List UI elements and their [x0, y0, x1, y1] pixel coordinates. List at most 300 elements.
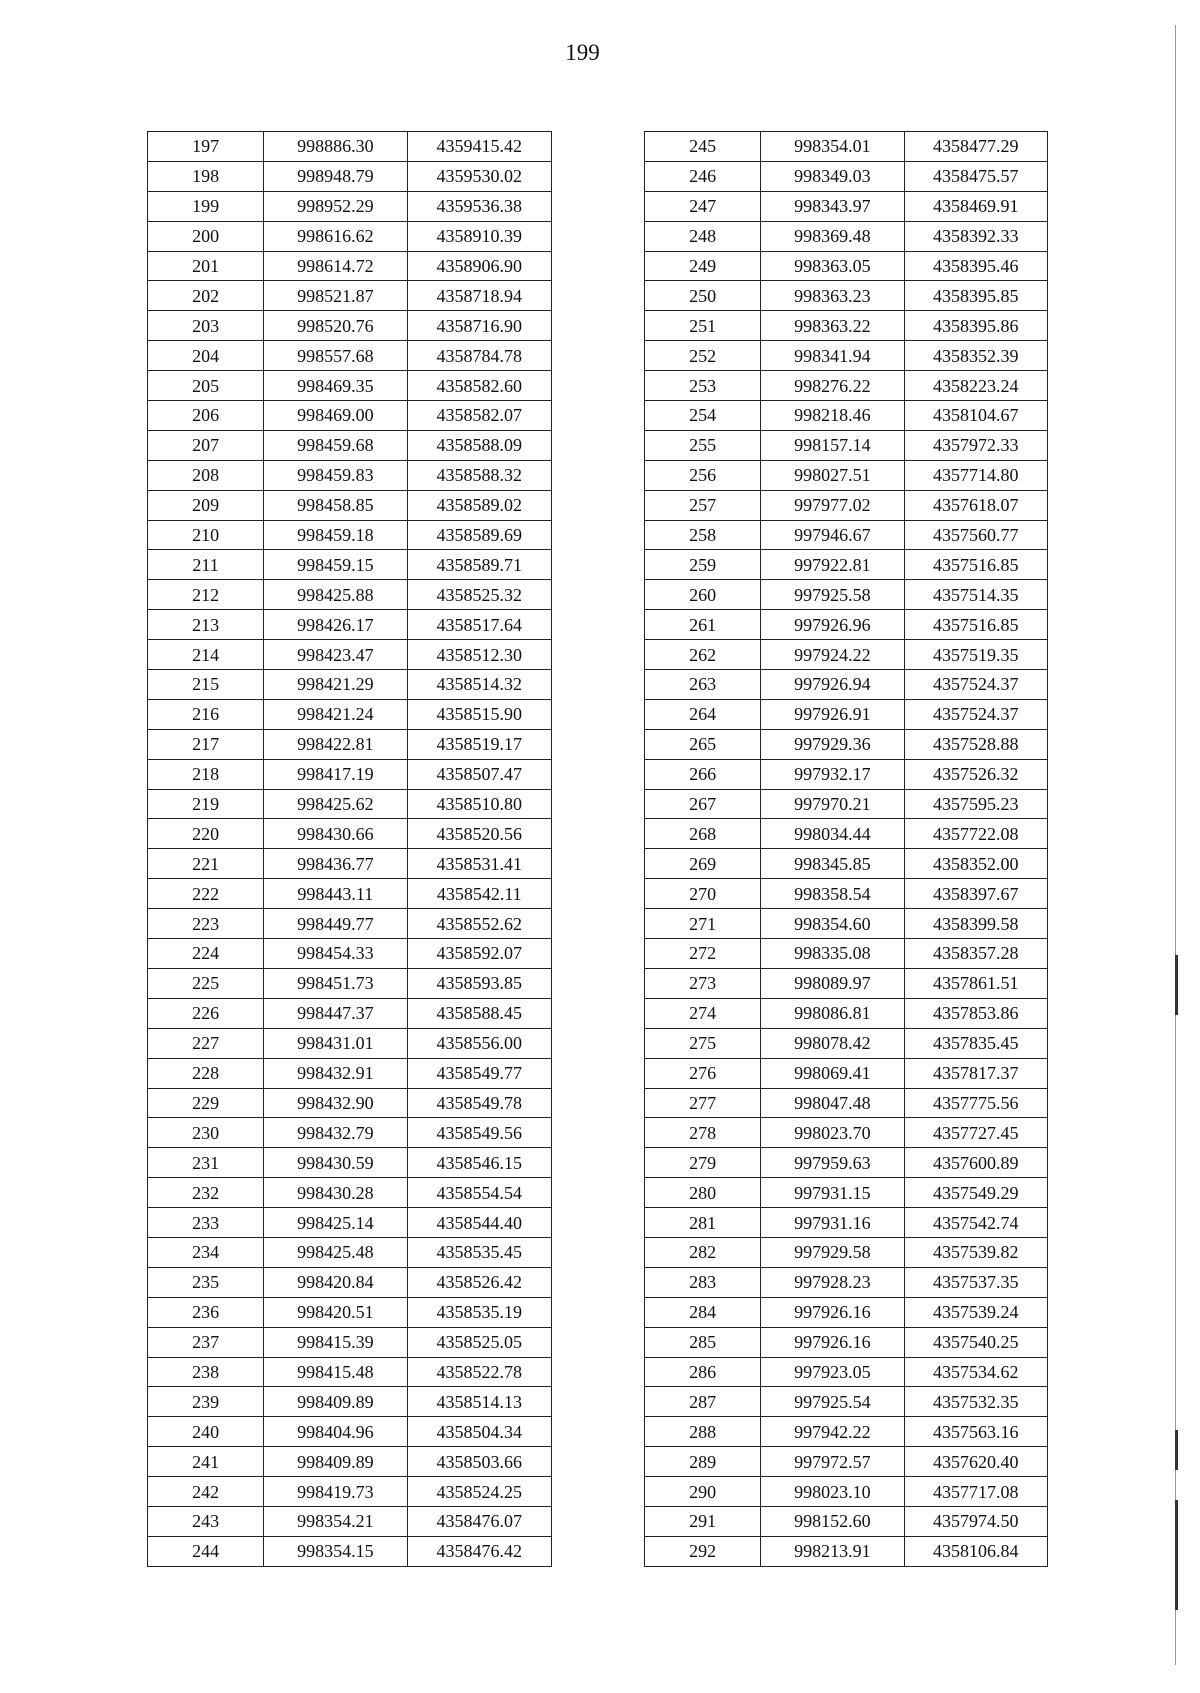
x-coordinate-cell: 998276.22 — [761, 371, 904, 401]
table-row — [148, 1417, 552, 1447]
x-coordinate-cell: 998459.15 — [264, 550, 407, 580]
x-coordinate-cell: 997924.22 — [761, 640, 904, 670]
x-coordinate-cell: 998086.81 — [761, 998, 904, 1028]
y-coordinate-cell: 4357540.25 — [904, 1327, 1047, 1357]
y-coordinate-cell: 4357714.80 — [904, 460, 1047, 490]
point-number-cell: 198 — [148, 161, 264, 191]
y-coordinate-cell: 4357563.16 — [904, 1417, 1047, 1447]
table-row — [645, 879, 1048, 909]
point-number-cell: 290 — [645, 1477, 761, 1507]
point-number-cell: 236 — [148, 1297, 264, 1327]
y-coordinate-cell: 4358582.60 — [407, 371, 551, 401]
y-coordinate-cell: 4357532.35 — [904, 1387, 1047, 1417]
y-coordinate-cell: 4358357.28 — [904, 939, 1047, 969]
point-number-cell: 197 — [148, 132, 264, 162]
y-coordinate-cell: 4357526.32 — [904, 759, 1047, 789]
point-number-cell: 265 — [645, 729, 761, 759]
x-coordinate-cell: 998419.73 — [264, 1477, 407, 1507]
y-coordinate-cell: 4357524.37 — [904, 670, 1047, 700]
point-number-cell: 229 — [148, 1088, 264, 1118]
point-number-cell: 218 — [148, 759, 264, 789]
x-coordinate-cell: 998354.01 — [761, 132, 904, 162]
point-number-cell: 204 — [148, 341, 264, 371]
x-coordinate-cell: 998557.68 — [264, 341, 407, 371]
table-row — [148, 1178, 552, 1208]
x-coordinate-cell: 998425.14 — [264, 1208, 407, 1238]
y-coordinate-cell: 4357861.51 — [904, 968, 1047, 998]
point-number-cell: 245 — [645, 132, 761, 162]
x-coordinate-cell: 997926.91 — [761, 699, 904, 729]
y-coordinate-cell: 4358397.67 — [904, 879, 1047, 909]
y-coordinate-cell: 4358517.64 — [407, 610, 551, 640]
table-row — [645, 1208, 1048, 1238]
table-row — [148, 311, 552, 341]
table-row — [645, 311, 1048, 341]
x-coordinate-cell: 997977.02 — [761, 490, 904, 520]
point-number-cell: 287 — [645, 1387, 761, 1417]
point-number-cell: 266 — [645, 759, 761, 789]
y-coordinate-cell: 4358395.86 — [904, 311, 1047, 341]
point-number-cell: 202 — [148, 281, 264, 311]
table-row — [148, 132, 552, 162]
table-row — [645, 1237, 1048, 1267]
table-row — [645, 161, 1048, 191]
table-row — [148, 1387, 552, 1417]
point-number-cell: 225 — [148, 968, 264, 998]
y-coordinate-cell: 4358395.85 — [904, 281, 1047, 311]
x-coordinate-cell: 998363.05 — [761, 251, 904, 281]
table-row — [148, 1536, 552, 1566]
y-coordinate-cell: 4357717.08 — [904, 1477, 1047, 1507]
x-coordinate-cell: 998023.10 — [761, 1477, 904, 1507]
point-number-cell: 263 — [645, 670, 761, 700]
table-row — [148, 1297, 552, 1327]
x-coordinate-cell: 997926.96 — [761, 610, 904, 640]
table-row — [645, 1387, 1048, 1417]
x-coordinate-cell: 998454.33 — [264, 939, 407, 969]
table-row — [645, 1447, 1048, 1477]
x-coordinate-cell: 998409.89 — [264, 1447, 407, 1477]
x-coordinate-cell: 998952.29 — [264, 191, 407, 221]
table-row — [645, 1118, 1048, 1148]
y-coordinate-cell: 4357600.89 — [904, 1148, 1047, 1178]
point-number-cell: 282 — [645, 1237, 761, 1267]
table-row — [148, 191, 552, 221]
table-row — [645, 1417, 1048, 1447]
y-coordinate-cell: 4359530.02 — [407, 161, 551, 191]
y-coordinate-cell: 4357528.88 — [904, 729, 1047, 759]
x-coordinate-cell: 998521.87 — [264, 281, 407, 311]
x-coordinate-cell: 997932.17 — [761, 759, 904, 789]
point-number-cell: 284 — [645, 1297, 761, 1327]
x-coordinate-cell: 997972.57 — [761, 1447, 904, 1477]
y-coordinate-cell: 4358514.13 — [407, 1387, 551, 1417]
x-coordinate-cell: 998948.79 — [264, 161, 407, 191]
y-coordinate-cell: 4359415.42 — [407, 132, 551, 162]
point-number-cell: 292 — [645, 1536, 761, 1566]
y-coordinate-cell: 4358519.17 — [407, 729, 551, 759]
point-number-cell: 283 — [645, 1267, 761, 1297]
x-coordinate-cell: 998420.51 — [264, 1297, 407, 1327]
point-number-cell: 209 — [148, 490, 264, 520]
table-row — [148, 430, 552, 460]
coordinates-table-left — [147, 131, 552, 1567]
y-coordinate-cell: 4357549.29 — [904, 1178, 1047, 1208]
table-row — [148, 1148, 552, 1178]
y-coordinate-cell: 4357618.07 — [904, 490, 1047, 520]
x-coordinate-cell: 998415.48 — [264, 1357, 407, 1387]
x-coordinate-cell: 997946.67 — [761, 520, 904, 550]
table-row — [645, 460, 1048, 490]
x-coordinate-cell: 997929.36 — [761, 729, 904, 759]
point-number-cell: 210 — [148, 520, 264, 550]
x-coordinate-cell: 998432.90 — [264, 1088, 407, 1118]
table-row — [148, 1447, 552, 1477]
x-coordinate-cell: 998343.97 — [761, 191, 904, 221]
table-row — [645, 580, 1048, 610]
y-coordinate-cell: 4357542.74 — [904, 1208, 1047, 1238]
x-coordinate-cell: 998157.14 — [761, 430, 904, 460]
y-coordinate-cell: 4357539.24 — [904, 1297, 1047, 1327]
y-coordinate-cell: 4358718.94 — [407, 281, 551, 311]
table-row — [148, 1118, 552, 1148]
point-number-cell: 228 — [148, 1058, 264, 1088]
coordinates-table-right — [644, 131, 1048, 1567]
y-coordinate-cell: 4357524.37 — [904, 699, 1047, 729]
x-coordinate-cell: 998363.22 — [761, 311, 904, 341]
x-coordinate-cell: 998436.77 — [264, 849, 407, 879]
point-number-cell: 219 — [148, 789, 264, 819]
x-coordinate-cell: 998369.48 — [761, 221, 904, 251]
point-number-cell: 270 — [645, 879, 761, 909]
point-number-cell: 260 — [645, 580, 761, 610]
table-row — [645, 191, 1048, 221]
y-coordinate-cell: 4358549.56 — [407, 1118, 551, 1148]
point-number-cell: 200 — [148, 221, 264, 251]
point-number-cell: 208 — [148, 460, 264, 490]
point-number-cell: 227 — [148, 1028, 264, 1058]
y-coordinate-cell: 4358477.29 — [904, 132, 1047, 162]
table-row — [645, 1178, 1048, 1208]
x-coordinate-cell: 998404.96 — [264, 1417, 407, 1447]
table-row — [148, 998, 552, 1028]
table-row — [148, 490, 552, 520]
y-coordinate-cell: 4357537.35 — [904, 1267, 1047, 1297]
table-row — [148, 520, 552, 550]
x-coordinate-cell: 998426.17 — [264, 610, 407, 640]
table-row — [148, 1088, 552, 1118]
point-number-cell: 240 — [148, 1417, 264, 1447]
point-number-cell: 277 — [645, 1088, 761, 1118]
table-row — [148, 1028, 552, 1058]
point-number-cell: 211 — [148, 550, 264, 580]
point-number-cell: 249 — [645, 251, 761, 281]
point-number-cell: 272 — [645, 939, 761, 969]
x-coordinate-cell: 998451.73 — [264, 968, 407, 998]
point-number-cell: 221 — [148, 849, 264, 879]
table-row — [645, 670, 1048, 700]
y-coordinate-cell: 4358475.57 — [904, 161, 1047, 191]
table-row — [148, 341, 552, 371]
y-coordinate-cell: 4358589.69 — [407, 520, 551, 550]
x-coordinate-cell: 997922.81 — [761, 550, 904, 580]
table-row — [645, 849, 1048, 879]
table-row — [645, 1477, 1048, 1507]
table-row — [148, 909, 552, 939]
y-coordinate-cell: 4358531.41 — [407, 849, 551, 879]
table-row — [645, 939, 1048, 969]
point-number-cell: 247 — [645, 191, 761, 221]
x-coordinate-cell: 997926.16 — [761, 1297, 904, 1327]
point-number-cell: 212 — [148, 580, 264, 610]
point-number-cell: 231 — [148, 1148, 264, 1178]
y-coordinate-cell: 4357514.35 — [904, 580, 1047, 610]
point-number-cell: 289 — [645, 1447, 761, 1477]
x-coordinate-cell: 998417.19 — [264, 759, 407, 789]
x-coordinate-cell: 997926.16 — [761, 1327, 904, 1357]
x-coordinate-cell: 998431.01 — [264, 1028, 407, 1058]
y-coordinate-cell: 4357835.45 — [904, 1028, 1047, 1058]
table-row — [148, 1058, 552, 1088]
point-number-cell: 275 — [645, 1028, 761, 1058]
point-number-cell: 223 — [148, 909, 264, 939]
x-coordinate-cell: 998459.68 — [264, 430, 407, 460]
x-coordinate-cell: 998458.85 — [264, 490, 407, 520]
point-number-cell: 273 — [645, 968, 761, 998]
point-number-cell: 238 — [148, 1357, 264, 1387]
x-coordinate-cell: 997942.22 — [761, 1417, 904, 1447]
point-number-cell: 234 — [148, 1237, 264, 1267]
table-row — [148, 1357, 552, 1387]
point-number-cell: 203 — [148, 311, 264, 341]
point-number-cell: 214 — [148, 640, 264, 670]
table-row — [645, 909, 1048, 939]
y-coordinate-cell: 4358582.07 — [407, 401, 551, 431]
x-coordinate-cell: 998469.00 — [264, 401, 407, 431]
y-coordinate-cell: 4358512.30 — [407, 640, 551, 670]
scan-edge-mark — [1175, 1500, 1178, 1610]
table-row — [148, 401, 552, 431]
y-coordinate-cell: 4357519.35 — [904, 640, 1047, 670]
table-row — [645, 789, 1048, 819]
y-coordinate-cell: 4357560.77 — [904, 520, 1047, 550]
y-coordinate-cell: 4358223.24 — [904, 371, 1047, 401]
x-coordinate-cell: 998520.76 — [264, 311, 407, 341]
table-row — [645, 550, 1048, 580]
point-number-cell: 242 — [148, 1477, 264, 1507]
point-number-cell: 201 — [148, 251, 264, 281]
point-number-cell: 256 — [645, 460, 761, 490]
x-coordinate-cell: 998034.44 — [761, 819, 904, 849]
point-number-cell: 257 — [645, 490, 761, 520]
table-row — [148, 580, 552, 610]
point-number-cell: 274 — [645, 998, 761, 1028]
y-coordinate-cell: 4357539.82 — [904, 1237, 1047, 1267]
y-coordinate-cell: 4358510.80 — [407, 789, 551, 819]
table-row — [148, 849, 552, 879]
x-coordinate-cell: 997931.16 — [761, 1208, 904, 1238]
scan-edge-line — [1175, 25, 1176, 1665]
x-coordinate-cell: 998425.48 — [264, 1237, 407, 1267]
y-coordinate-cell: 4358525.32 — [407, 580, 551, 610]
table-body — [645, 132, 1048, 1567]
x-coordinate-cell: 998425.62 — [264, 789, 407, 819]
y-coordinate-cell: 4357620.40 — [904, 1447, 1047, 1477]
y-coordinate-cell: 4358535.45 — [407, 1237, 551, 1267]
y-coordinate-cell: 4358906.90 — [407, 251, 551, 281]
x-coordinate-cell: 997925.54 — [761, 1387, 904, 1417]
point-number-cell: 232 — [148, 1178, 264, 1208]
table-row — [645, 729, 1048, 759]
table-row — [148, 1327, 552, 1357]
y-coordinate-cell: 4358520.56 — [407, 819, 551, 849]
table-row — [645, 132, 1048, 162]
y-coordinate-cell: 4358507.47 — [407, 759, 551, 789]
table-row — [645, 1267, 1048, 1297]
point-number-cell: 216 — [148, 699, 264, 729]
y-coordinate-cell: 4358554.54 — [407, 1178, 551, 1208]
table-row — [148, 759, 552, 789]
x-coordinate-cell: 998430.59 — [264, 1148, 407, 1178]
point-number-cell: 264 — [645, 699, 761, 729]
point-number-cell: 207 — [148, 430, 264, 460]
x-coordinate-cell: 998047.48 — [761, 1088, 904, 1118]
table-row — [148, 161, 552, 191]
table-row — [645, 401, 1048, 431]
y-coordinate-cell: 4358525.05 — [407, 1327, 551, 1357]
table-row — [148, 640, 552, 670]
y-coordinate-cell: 4357534.62 — [904, 1357, 1047, 1387]
point-number-cell: 271 — [645, 909, 761, 939]
point-number-cell: 239 — [148, 1387, 264, 1417]
y-coordinate-cell: 4358549.77 — [407, 1058, 551, 1088]
x-coordinate-cell: 998443.11 — [264, 879, 407, 909]
point-number-cell: 268 — [645, 819, 761, 849]
y-coordinate-cell: 4357595.23 — [904, 789, 1047, 819]
x-coordinate-cell: 997926.94 — [761, 670, 904, 700]
y-coordinate-cell: 4358910.39 — [407, 221, 551, 251]
x-coordinate-cell: 997931.15 — [761, 1178, 904, 1208]
point-number-cell: 276 — [645, 1058, 761, 1088]
x-coordinate-cell: 998409.89 — [264, 1387, 407, 1417]
point-number-cell: 285 — [645, 1327, 761, 1357]
table-row — [645, 998, 1048, 1028]
y-coordinate-cell: 4358535.19 — [407, 1297, 551, 1327]
y-coordinate-cell: 4358716.90 — [407, 311, 551, 341]
table-row — [645, 490, 1048, 520]
x-coordinate-cell: 998447.37 — [264, 998, 407, 1028]
table-row — [148, 1477, 552, 1507]
y-coordinate-cell: 4358549.78 — [407, 1088, 551, 1118]
table-row — [645, 430, 1048, 460]
x-coordinate-cell: 998023.70 — [761, 1118, 904, 1148]
x-coordinate-cell: 998335.08 — [761, 939, 904, 969]
point-number-cell: 258 — [645, 520, 761, 550]
x-coordinate-cell: 998354.15 — [264, 1536, 407, 1566]
table-row — [148, 699, 552, 729]
point-number-cell: 205 — [148, 371, 264, 401]
y-coordinate-cell: 4358352.39 — [904, 341, 1047, 371]
x-coordinate-cell: 998430.28 — [264, 1178, 407, 1208]
point-number-cell: 230 — [148, 1118, 264, 1148]
y-coordinate-cell: 4357516.85 — [904, 550, 1047, 580]
table-row — [148, 371, 552, 401]
page-number: 199 — [565, 40, 600, 65]
x-coordinate-cell: 998421.29 — [264, 670, 407, 700]
point-number-cell: 199 — [148, 191, 264, 221]
x-coordinate-cell: 998358.54 — [761, 879, 904, 909]
point-number-cell: 237 — [148, 1327, 264, 1357]
y-coordinate-cell: 4357972.33 — [904, 430, 1047, 460]
y-coordinate-cell: 4357853.86 — [904, 998, 1047, 1028]
table-row — [148, 460, 552, 490]
point-number-cell: 269 — [645, 849, 761, 879]
point-number-cell: 253 — [645, 371, 761, 401]
table-row — [148, 550, 552, 580]
y-coordinate-cell: 4358544.40 — [407, 1208, 551, 1238]
x-coordinate-cell: 998423.47 — [264, 640, 407, 670]
table-row — [645, 640, 1048, 670]
y-coordinate-cell: 4358352.00 — [904, 849, 1047, 879]
point-number-cell: 280 — [645, 1178, 761, 1208]
table-row — [645, 1058, 1048, 1088]
table-row — [148, 251, 552, 281]
x-coordinate-cell: 998152.60 — [761, 1506, 904, 1536]
table-row — [148, 968, 552, 998]
table-row — [645, 1148, 1048, 1178]
y-coordinate-cell: 4358399.58 — [904, 909, 1047, 939]
x-coordinate-cell: 998430.66 — [264, 819, 407, 849]
point-number-cell: 261 — [645, 610, 761, 640]
point-number-cell: 251 — [645, 311, 761, 341]
x-coordinate-cell: 997929.58 — [761, 1237, 904, 1267]
table-row — [645, 221, 1048, 251]
table-row — [645, 759, 1048, 789]
table-row — [645, 699, 1048, 729]
x-coordinate-cell: 998421.24 — [264, 699, 407, 729]
y-coordinate-cell: 4358515.90 — [407, 699, 551, 729]
x-coordinate-cell: 998341.94 — [761, 341, 904, 371]
x-coordinate-cell: 998449.77 — [264, 909, 407, 939]
y-coordinate-cell: 4358542.11 — [407, 879, 551, 909]
y-coordinate-cell: 4358589.02 — [407, 490, 551, 520]
y-coordinate-cell: 4358476.42 — [407, 1536, 551, 1566]
x-coordinate-cell: 998349.03 — [761, 161, 904, 191]
point-number-cell: 206 — [148, 401, 264, 431]
x-coordinate-cell: 998420.84 — [264, 1267, 407, 1297]
table-row — [645, 1297, 1048, 1327]
point-number-cell: 217 — [148, 729, 264, 759]
x-coordinate-cell: 998363.23 — [761, 281, 904, 311]
y-coordinate-cell: 4358476.07 — [407, 1506, 551, 1536]
point-number-cell: 226 — [148, 998, 264, 1028]
table-row — [148, 221, 552, 251]
x-coordinate-cell: 998614.72 — [264, 251, 407, 281]
table-row — [148, 819, 552, 849]
x-coordinate-cell: 998459.83 — [264, 460, 407, 490]
x-coordinate-cell: 997970.21 — [761, 789, 904, 819]
y-coordinate-cell: 4358104.67 — [904, 401, 1047, 431]
table-row — [645, 281, 1048, 311]
y-coordinate-cell: 4358589.71 — [407, 550, 551, 580]
x-coordinate-cell: 997928.23 — [761, 1267, 904, 1297]
y-coordinate-cell: 4357974.50 — [904, 1506, 1047, 1536]
point-number-cell: 288 — [645, 1417, 761, 1447]
point-number-cell: 233 — [148, 1208, 264, 1238]
x-coordinate-cell: 998425.88 — [264, 580, 407, 610]
y-coordinate-cell: 4358556.00 — [407, 1028, 551, 1058]
point-number-cell: 286 — [645, 1357, 761, 1387]
